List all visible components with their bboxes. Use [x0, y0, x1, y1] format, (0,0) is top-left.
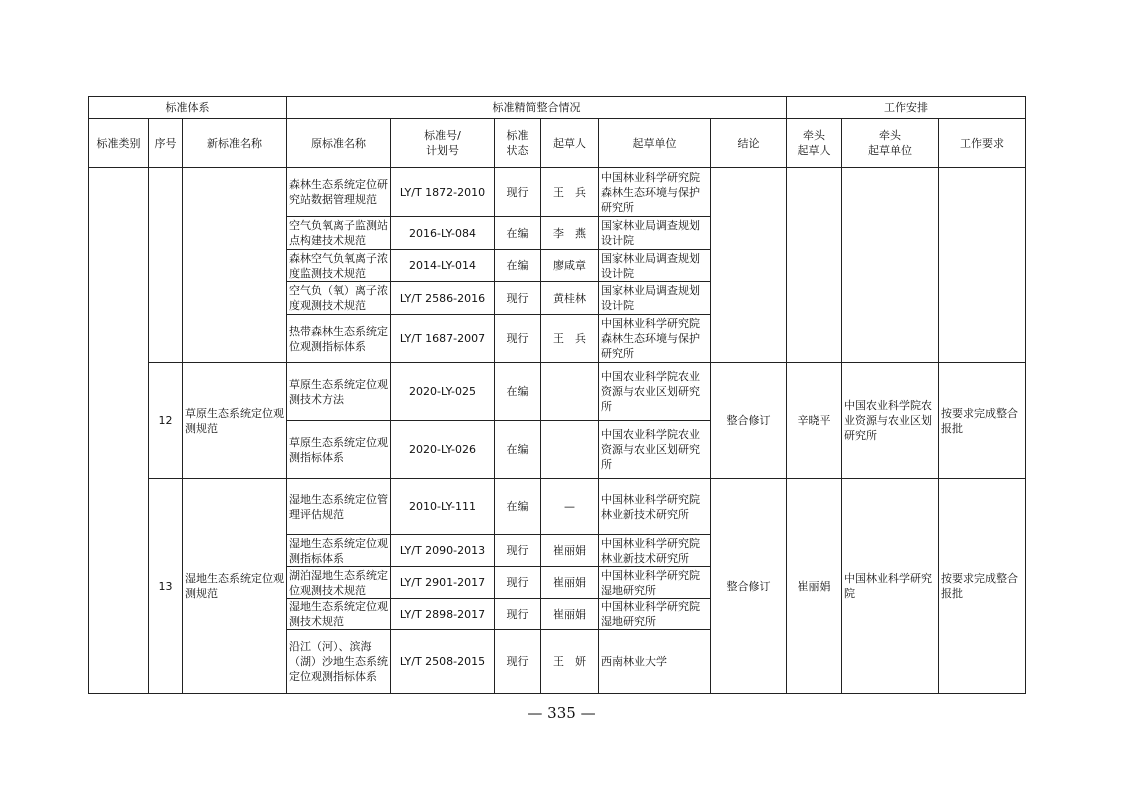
table-row — [89, 168, 1026, 217]
status-cell: 现行 — [495, 282, 541, 315]
drafter-cell: 黄桂林 — [541, 282, 599, 315]
column-header-row — [89, 119, 1026, 168]
requirement-cell — [939, 168, 1026, 363]
col-lead-unit: 牵头 起草单位 — [842, 119, 939, 168]
orig-name-cell: 空气负氧离子监测站点构建技术规范 — [287, 217, 391, 250]
status-cell: 现行 — [495, 630, 541, 694]
col-unit: 起草单位 — [599, 119, 711, 168]
lead-unit-cell: 中国林业科学研究院 — [842, 479, 939, 694]
code-cell: LY/T 1687-2007 — [391, 315, 495, 363]
code-cell: 2014-LY-014 — [391, 250, 495, 282]
col-seq: 序号 — [149, 119, 183, 168]
col-conclusion: 结论 — [711, 119, 787, 168]
code-cell: LY/T 2508-2015 — [391, 630, 495, 694]
group-header-row — [89, 97, 1026, 119]
category-cell — [89, 168, 149, 694]
new-name-cell — [183, 168, 287, 363]
code-cell: 2020-LY-025 — [391, 363, 495, 421]
new-name-cell: 草原生态系统定位观测规范 — [183, 363, 287, 479]
col-new-name: 新标准名称 — [183, 119, 287, 168]
unit-cell: 中国林业科学研究院湿地研究所 — [599, 567, 711, 599]
code-cell: LY/T 2898-2017 — [391, 599, 495, 630]
drafter-cell: 崔丽娟 — [541, 535, 599, 567]
requirement-cell: 按要求完成整合报批 — [939, 479, 1026, 694]
group-consolidation: 标准精简整合情况 — [287, 97, 787, 119]
code-cell: LY/T 2901-2017 — [391, 567, 495, 599]
drafter-cell: 廖咸章 — [541, 250, 599, 282]
status-cell: 现行 — [495, 315, 541, 363]
unit-cell: 中国林业科学研究院林业新技术研究所 — [599, 535, 711, 567]
col-drafter: 起草人 — [541, 119, 599, 168]
table-row — [89, 363, 1026, 421]
code-cell: 2020-LY-026 — [391, 421, 495, 479]
orig-name-cell: 湿地生态系统定位管理评估规范 — [287, 479, 391, 535]
orig-name-cell: 湿地生态系统定位观测技术规范 — [287, 599, 391, 630]
col-status: 标准 状态 — [495, 119, 541, 168]
status-cell: 在编 — [495, 421, 541, 479]
orig-name-cell: 草原生态系统定位观测指标体系 — [287, 421, 391, 479]
drafter-cell — [541, 363, 599, 421]
drafter-cell: 崔丽娟 — [541, 567, 599, 599]
drafter-cell — [541, 421, 599, 479]
unit-cell: 西南林业大学 — [599, 630, 711, 694]
code-cell: LY/T 2090-2013 — [391, 535, 495, 567]
orig-name-cell: 沿江（河）、滨海（湖）沙地生态系统定位观测指标体系 — [287, 630, 391, 694]
lead-cell: 辛晓平 — [787, 363, 842, 479]
unit-cell: 中国林业科学研究院林业新技术研究所 — [599, 479, 711, 535]
conclusion-cell — [711, 168, 787, 363]
orig-name-cell: 湿地生态系统定位观测指标体系 — [287, 535, 391, 567]
status-cell: 在编 — [495, 479, 541, 535]
col-requirement: 工作要求 — [939, 119, 1026, 168]
status-cell: 现行 — [495, 599, 541, 630]
orig-name-cell: 草原生态系统定位观测技术方法 — [287, 363, 391, 421]
drafter-cell: 李 燕 — [541, 217, 599, 250]
group-work-arrangement: 工作安排 — [787, 97, 1026, 119]
orig-name-cell: 湖泊湿地生态系统定位观测技术规范 — [287, 567, 391, 599]
col-category: 标准类别 — [89, 119, 149, 168]
page-number: — 335 — — [527, 704, 596, 722]
drafter-cell: 王 妍 — [541, 630, 599, 694]
unit-cell: 中国林业科学研究院森林生态环境与保护研究所 — [599, 315, 711, 363]
lead-unit-cell: 中国农业科学院农业资源与农业区划研究所 — [842, 363, 939, 479]
unit-cell: 中国林业科学研究院森林生态环境与保护研究所 — [599, 168, 711, 217]
unit-cell: 中国农业科学院农业资源与农业区划研究所 — [599, 363, 711, 421]
code-cell: LY/T 1872-2010 — [391, 168, 495, 217]
orig-name-cell: 森林生态系统定位研究站数据管理规范 — [287, 168, 391, 217]
unit-cell: 国家林业局调查规划设计院 — [599, 282, 711, 315]
unit-cell: 国家林业局调查规划设计院 — [599, 217, 711, 250]
seq-cell: 13 — [149, 479, 183, 694]
code-cell: LY/T 2586-2016 — [391, 282, 495, 315]
status-cell: 现行 — [495, 168, 541, 217]
requirement-cell: 按要求完成整合报批 — [939, 363, 1026, 479]
orig-name-cell: 空气负（氧）离子浓度观测技术规范 — [287, 282, 391, 315]
col-code: 标准号/ 计划号 — [391, 119, 495, 168]
seq-cell — [149, 168, 183, 363]
drafter-cell: 崔丽娟 — [541, 599, 599, 630]
conclusion-cell: 整合修订 — [711, 363, 787, 479]
table-row — [89, 479, 1026, 535]
orig-name-cell: 森林空气负氧离子浓度监测技术规范 — [287, 250, 391, 282]
new-name-cell: 湿地生态系统定位观测规范 — [183, 479, 287, 694]
orig-name-cell: 热带森林生态系统定位观测指标体系 — [287, 315, 391, 363]
status-cell: 现行 — [495, 567, 541, 599]
unit-cell: 国家林业局调查规划设计院 — [599, 250, 711, 282]
drafter-cell: — — [541, 479, 599, 535]
seq-cell: 12 — [149, 363, 183, 479]
unit-cell: 中国林业科学研究院湿地研究所 — [599, 599, 711, 630]
conclusion-cell: 整合修订 — [711, 479, 787, 694]
lead-cell — [787, 168, 842, 363]
status-cell: 现行 — [495, 535, 541, 567]
drafter-cell: 王 兵 — [541, 315, 599, 363]
drafter-cell: 王 兵 — [541, 168, 599, 217]
status-cell: 在编 — [495, 217, 541, 250]
status-cell: 在编 — [495, 363, 541, 421]
col-lead-drafter: 牵头 起草人 — [787, 119, 842, 168]
col-orig-name: 原标准名称 — [287, 119, 391, 168]
lead-cell: 崔丽娟 — [787, 479, 842, 694]
standards-table — [88, 96, 1026, 694]
code-cell: 2016-LY-084 — [391, 217, 495, 250]
lead-unit-cell — [842, 168, 939, 363]
unit-cell: 中国农业科学院农业资源与农业区划研究所 — [599, 421, 711, 479]
code-cell: 2010-LY-111 — [391, 479, 495, 535]
group-standard-system: 标准体系 — [89, 97, 287, 119]
status-cell: 在编 — [495, 250, 541, 282]
